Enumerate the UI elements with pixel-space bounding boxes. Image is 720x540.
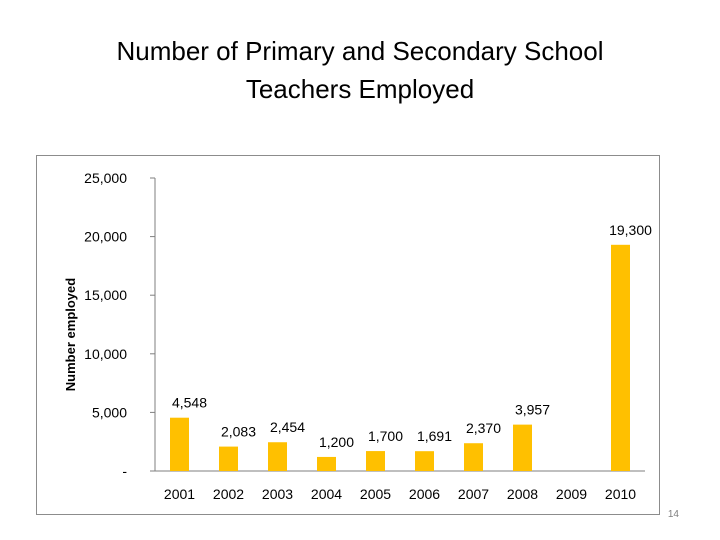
data-label: 2,454 [269,419,306,436]
x-tick-label: 2007 [457,486,490,502]
data-label: 2,370 [465,420,502,437]
bar [268,442,287,471]
y-axis-title: Number employed [63,277,78,392]
bar-chart [37,156,659,514]
chart-frame [36,155,660,515]
x-tick-label: 2005 [359,486,392,502]
bar [317,457,336,471]
slide-title-line-1: Number of Primary and Secondary School [116,36,604,66]
x-tick-label: 2008 [506,486,539,502]
data-label: 19,300 [609,221,652,238]
data-label: 1,200 [318,433,355,450]
x-tick-label: 2002 [212,486,245,502]
y-tick-label: 5,000 [91,404,127,421]
data-label: 1,691 [416,428,453,445]
bar [366,451,385,471]
data-label: 1,700 [367,428,404,445]
x-tick-label: 2010 [604,486,637,502]
y-tick-label: 10,000 [84,345,127,362]
y-tick-label: 15,000 [84,287,127,304]
y-tick-label: - [122,463,127,479]
x-tick-label: 2009 [555,486,588,502]
y-tick-label: 20,000 [84,228,127,245]
x-tick-label: 2001 [163,486,196,502]
bar [464,443,483,471]
page-number: 14 [667,509,679,520]
bar [611,245,630,471]
data-label: 4,548 [171,394,208,411]
x-tick-label: 2004 [310,486,343,502]
data-label: 2,083 [220,423,257,440]
data-label: 3,957 [514,401,551,418]
bar [513,425,532,471]
bar [415,451,434,471]
y-tick-label: 25,000 [84,170,127,186]
bar [170,418,189,471]
slide-title [40,32,680,108]
slide-title-line-2: Teachers Employed [245,74,475,104]
bar [219,447,238,471]
x-tick-label: 2006 [408,486,441,502]
x-tick-label: 2003 [261,486,294,502]
